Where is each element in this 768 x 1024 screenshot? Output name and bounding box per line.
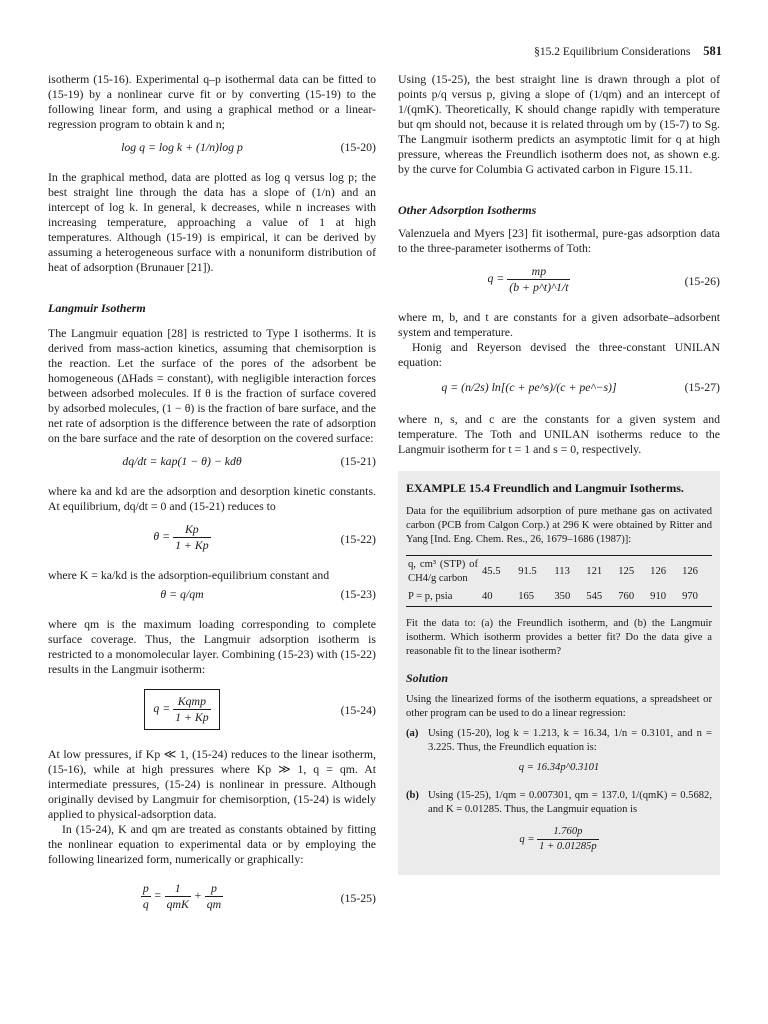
paragraph: where ka and kd are the adsorption and desorption kinetic constants. At equilibrium, dq/dt = 0 and (15-21) reduces to [48,484,376,513]
table-cell: 45.5 [480,556,516,589]
equation-expression: θ = q/qm [160,587,204,601]
denominator: qmK [166,897,189,911]
equation-number: (15-27) [684,380,720,394]
boxed-equation [144,689,219,730]
denominator: 1 + 0.01285p [539,841,597,852]
paragraph: At low pressures, if Kp ≪ 1, (15-24) reduces to the linear isotherm, (15-16), while at high pressures where Kp ≫ 1, q = qm. At intermediate pressures, (15-24) is nonlinear in pressure. Although originally devised by Langmuir for chemisorption, (15-24) is widely applied to physical-adsorption data. [48,747,376,821]
row-label: q, cm³ (STP) of CH4/g carbon [406,556,480,589]
paragraph: where n, s, and c are the constants for a given system and temperature. The Toth and UNILAN isotherms reduce to the Langmuir isotherm for t = 1 and s = 0, respectively. [398,412,720,456]
paragraph: isotherm (15-16). Experimental q–p isothermal data can be fitted to (15-19) by a nonlinear curve fit or by converting (15-19) to the following linear form, and using a graphical method or a linear-regression program to obtain k and n; [48,72,376,131]
table-cell: 545 [584,588,616,607]
equation-15-24 [48,689,376,735]
fraction [173,694,211,725]
table-cell: 910 [648,588,680,607]
example-prompt: Fit the data to: (a) the Freundlich isotherm, and (b) the Langmuir isotherm. Which isotherm provides a better fit? Do the data give a reasonable fit to the linear isotherm? [406,618,712,657]
table-cell: 91.5 [516,556,552,589]
equation-expression: q = (n/2s) ln[(c + pe^s)/(c + pe^−s)] [441,380,617,394]
denominator: qm [206,897,222,911]
table-row [406,556,712,589]
paragraph: where m, b, and t are constants for a given adsorbate–adsorbent system and temperature. [398,310,720,339]
equation-number: (15-26) [684,274,720,288]
equation-number: (15-21) [340,454,376,468]
equation-15-22 [48,522,376,560]
section-heading: Langmuir Isotherm [48,301,146,315]
equation-15-20 [48,140,376,162]
equation-15-26 [398,264,720,302]
equation-expression: dq/dt = kap(1 − θ) − kdθ [122,454,242,468]
equation-number: (15-23) [340,587,376,601]
numerator: Kqmp [173,694,211,710]
data-table [406,555,712,607]
numerator: 1.760p [537,825,598,840]
table-cell: 126 [648,556,680,589]
paragraph: In the graphical method, data are plotted as log q versus log p; the best straight line through the data has a slope of (1/n) and an intercept of log k. In general, k decreases, while n increases with increasing temperature, approaching a value of 1 at high temperatures. Although (15-19) is empirical, it can be derived by assuming a heterogeneous surface with a nonuniform distribution of heat of adsorption (Brunauer [21]). [48,170,376,274]
running-header [534,44,722,59]
table-cell: 126 [680,556,712,589]
equation-15-27 [398,380,720,402]
solution-heading: Solution [406,671,449,685]
numerator: p [205,881,223,897]
fraction [205,881,223,912]
equation-number: (15-24) [340,703,376,717]
paragraph: where K = ka/kd is the adsorption-equilibrium constant and [48,568,330,582]
fraction [141,881,151,912]
table-cell: 40 [480,588,516,607]
section-heading: Other Adsorption Isotherms [398,203,537,217]
freundlich-result [406,761,712,783]
paragraph: In (15-24), K and qm are treated as constants obtained by fitting the nonlinear equation to experimental data or by employing the following linearized form, numerically or graphically: [48,822,376,866]
solution-intro: Using the linearized forms of the isotherm equations, a spreadsheet or other program can be used to do a linear regression: [406,694,712,719]
row-label: P = p, psia [406,588,480,607]
part-label: (a) [406,728,419,739]
table-cell: 113 [552,556,584,589]
part-label: (b) [406,790,419,801]
denominator: 1 + Kp [175,710,209,724]
equation-15-23 [48,587,376,609]
page-number: 581 [703,44,722,58]
example-intro: Data for the equilibrium adsorption of pure methane gas on activated carbon (PCB from Calgon Corp.) at 296 K were obtained by Ritter and Yang [Ind. Eng. Chem. Res., 26, 1679–1686 (1987)]: [406,506,712,545]
equation-expression: q = 16.34p^0.3101 [518,762,600,773]
equals-sign: = [153,888,162,903]
denominator: (b + p^t)^1/t [509,280,569,294]
table-cell: 165 [516,588,552,607]
solution-part-b [406,789,712,817]
table-cell: 350 [552,588,584,607]
table-cell: 970 [680,588,712,607]
paragraph: Using (15-25), the best straight line is drawn through a plot of points p/q versus p, giving a slope of (1/qm) and an intercept of 1/(qmK). Theoretically, K should change rapidly with temperature but qm should not, because it is related through υm by (15-7) to Sg. The Langmuir isotherm predicts an asymptotic limit for q at high pressure, whereas the Freundlich isotherm does not, as shown e.g. by the curve for Columbia G activated carbon in Figure 15.11. [398,72,720,176]
equation-expression: log q = log k + (1/n)log p [121,140,243,154]
example-title: EXAMPLE 15.4 Freundlich and Langmuir Isotherms. [406,481,684,495]
numerator: mp [507,264,570,280]
fraction [173,522,211,553]
plus-sign: + [193,888,202,903]
numerator: Kp [173,522,211,538]
langmuir-result [406,825,712,863]
paragraph: where qm is the maximum loading corresponding to complete surface coverage. Thus, the Langmuir adsorption isotherm is restricted to a monomolecular layer. Combining (15-23) with (15-22) results in the Langmuir isotherm: [48,617,376,676]
solution-part-a [406,727,712,755]
equation-15-21 [48,454,376,476]
left-column [48,72,376,927]
equation-number: (15-22) [340,532,376,546]
numerator: 1 [165,881,191,897]
paragraph: Valenzuela and Myers [23] fit isothermal, pure-gas adsorption data to the three-parameter isotherms of Toth: [398,226,720,255]
paragraph: Honig and Reyerson devised the three-constant UNILAN equation: [398,340,720,369]
denominator: 1 + Kp [175,538,209,552]
paragraph: The Langmuir equation [28] is restricted to Type I isotherms. It is derived from mass-action kinetics, assuming that chemisorption is the reaction. Let the surface of the pores of the adsorbent be homogeneous (ΔHads = constant), with negligible interaction forces between adsorbed molecules. If θ is the fraction of surface covered by adsorbed molecules, (1 − θ) is the fraction of bare surface, and the net rate of adsorption is the difference between the rate of adsorption on the bare surface and the rate of desorption on the covered surface: [48,326,376,445]
part-text: Using (15-20), log k = 1.213, k = 16.34, 1/n = 0.3101, and n = 3.225. Thus, the Freundlich equation is: [428,728,712,753]
equation-lhs: θ = [153,529,171,544]
right-column [398,72,720,875]
fraction [537,825,598,854]
equation-number: (15-25) [340,891,376,905]
fraction [507,264,570,295]
equation-lhs: q = [487,271,505,286]
equation-number: (15-20) [340,140,376,154]
fraction [165,881,191,912]
equation-15-25 [48,881,376,919]
table-cell: 125 [616,556,648,589]
numerator: p [142,881,149,895]
part-text: Using (15-25), 1/qm = 0.007301, qm = 137.0, 1/(qmK) = 0.5682, and K = 0.01285. Thus, the Langmuir equation is [428,790,712,815]
table-row [406,588,712,607]
example-box [398,471,720,875]
table-cell: 760 [616,588,648,607]
table-cell: 121 [584,556,616,589]
section-title: §15.2 Equilibrium Considerations [534,46,691,58]
denominator: q [142,897,149,911]
equation-lhs: q = [519,833,535,845]
equation-lhs: q = [153,701,171,716]
